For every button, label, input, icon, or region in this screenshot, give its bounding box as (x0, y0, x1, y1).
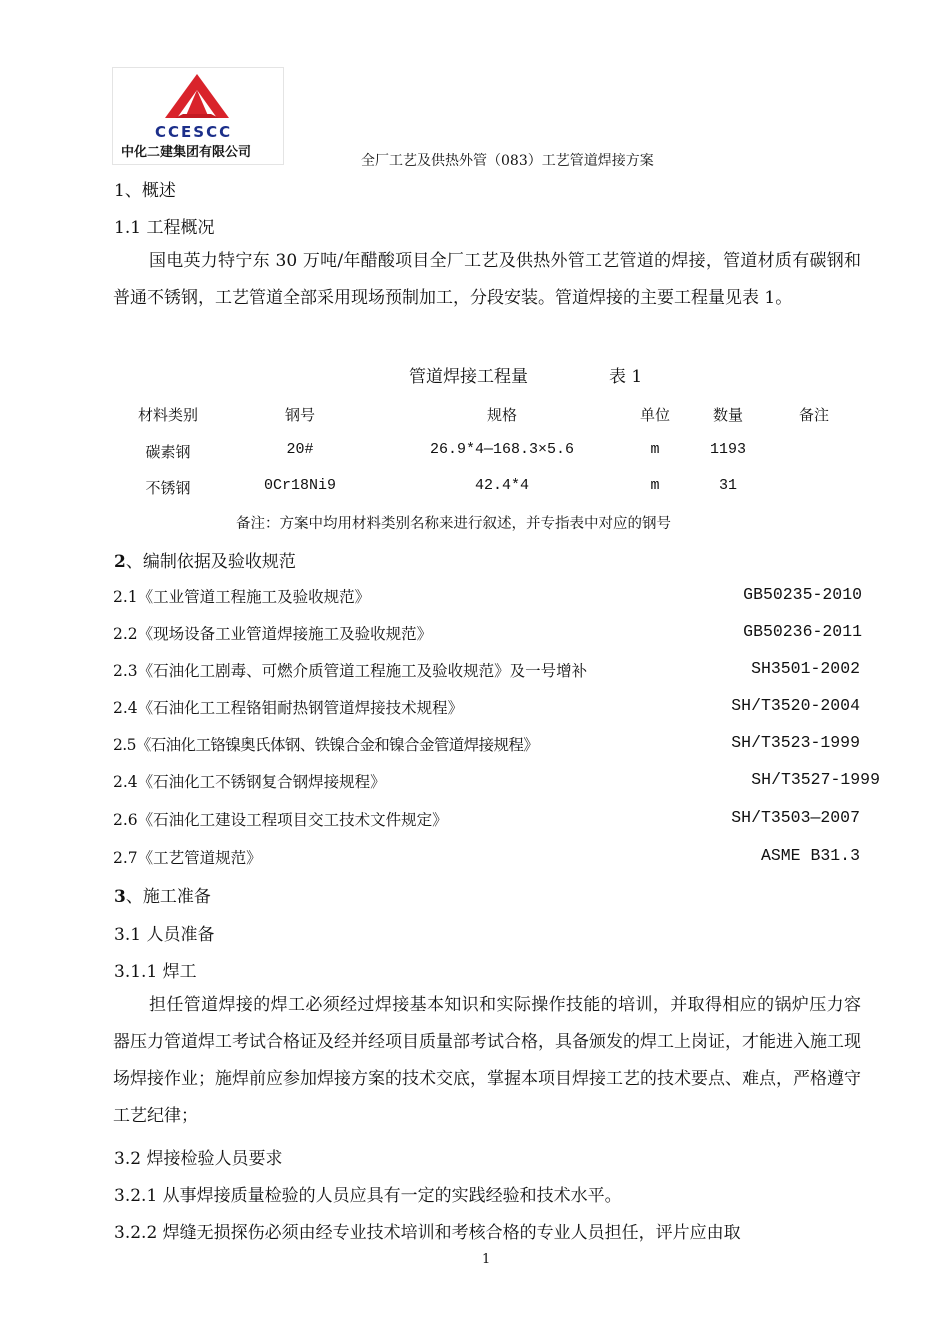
reference-title: 2.7《工艺管道规范》 (113, 849, 262, 867)
table-cell: 0Cr18Ni9 (263, 477, 336, 494)
reference-code: GB50235-2010 (743, 585, 862, 604)
table-label: 表 1 (609, 367, 643, 387)
table-header-cell: 备注 (798, 406, 829, 424)
section-3-number: 3 (114, 887, 126, 907)
reference-title: 2.4《石油化工工程铬钼耐热钢管道焊接技术规程》 (113, 699, 464, 717)
section-3-1-heading: 3.1 人员准备 (114, 925, 215, 945)
reference-code: SH/T3520-2004 (731, 696, 860, 715)
section-1-1-heading: 1.1 工程概况 (114, 218, 215, 238)
reference-title: 2.2《现场设备工业管道焊接施工及验收规范》 (113, 625, 433, 643)
table-cell: 不锈钢 (145, 479, 191, 497)
reference-title: 2.1《工业管道工程施工及验收规范》 (113, 588, 371, 606)
section-2-heading (114, 547, 296, 572)
reference-code: SH/T3527-1999 (751, 770, 880, 789)
reference-title: 2.5《石油化工铬镍奥氏体钢、铁镍合金和镍合金管道焊接规程》 (113, 736, 539, 754)
section-3-heading (114, 882, 211, 907)
reference-code: ASME B31.3 (760, 846, 860, 865)
section-3-1-1-paragraph: 担任管道焊接的焊工必须经过焊接基本知识和实际操作技能的培训，并取得相应的锅炉压力容器压力管道焊工考试合格证及经并经项目质量部考试合格，具备颁发的焊工上岗证，才能进入施工现场焊接作业；施焊前应参加焊接方案的技术交底，掌握本项目焊接工艺的技术要点、难点，严格遵守工艺纪律； (113, 995, 861, 1126)
table-cell: m (650, 441, 660, 458)
company-logo (112, 67, 284, 165)
section-3-2-2-text: 3.2.2 焊缝无损探伤必须由经专业技术培训和考核合格的专业人员担任，评片应由取 (114, 1223, 741, 1243)
reference-code: SH/T3503—2007 (731, 808, 860, 827)
table-cell: 31 (718, 477, 737, 494)
table-header-cell: 钢号 (284, 406, 315, 424)
reference-title: 2.4《石油化工不锈钢复合钢焊接规程》 (113, 773, 386, 791)
section-3-2-1-text: 3.2.1 从事焊接质量检验的人员应具有一定的实践经验和技术水平。 (114, 1186, 622, 1206)
section-3-2-heading: 3.2 焊接检验人员要求 (114, 1149, 283, 1169)
reference-title: 2.6《石油化工建设工程项目交工技术文件规定》 (113, 811, 448, 829)
reference-title: 2.3《石油化工剧毒、可燃介质管道工程施工及验收规范》及一号增补 (113, 662, 588, 680)
table-cell: 1193 (709, 441, 746, 458)
reference-code: GB50236-2011 (743, 622, 862, 641)
reference-code: SH/T3523-1999 (731, 733, 860, 752)
table-cell: m (650, 477, 660, 494)
section-1-1-paragraph: 国电英力特宁东 30 万吨/年醋酸项目全厂工艺及供热外管工艺管道的焊接，管道材质有碳钢和普通不锈钢，工艺管道全部采用现场预制加工，分段安装。管道焊接的主要工程量见表 1。 (113, 251, 861, 308)
page-number: 1 (482, 1252, 491, 1267)
table-header-cell: 材料类别 (137, 406, 198, 424)
section-3-1-1-heading: 3.1.1 焊工 (114, 962, 197, 982)
table-note: 备注：方案中均用材料类别名称来进行叙述，并专指表中对应的钢号 (236, 516, 671, 532)
table-title: 管道焊接工程量 (409, 367, 528, 387)
table-cell: 碳素钢 (145, 443, 191, 461)
section-3-title: 、施工准备 (125, 887, 211, 907)
section-2-title: 、编制依据及验收规范 (125, 552, 296, 572)
document-title: 全厂工艺及供热外管（083）工艺管道焊接方案 (361, 153, 654, 169)
logo-company-name: 中化二建集团有限公司 (121, 145, 252, 160)
table-header-cell: 数量 (712, 406, 743, 424)
table-header-cell: 规格 (486, 406, 517, 424)
table-cell: 42.4*4 (474, 477, 529, 494)
table-cell: 26.9*4—168.3×5.6 (429, 441, 575, 458)
table-cell: 20# (286, 441, 314, 458)
section-1-heading: 1、概述 (114, 181, 176, 201)
reference-code: SH3501-2002 (751, 659, 860, 678)
table-header-cell: 单位 (639, 406, 670, 424)
section-2-number: 2 (114, 552, 126, 572)
logo-letters: CCESCC (155, 123, 233, 141)
